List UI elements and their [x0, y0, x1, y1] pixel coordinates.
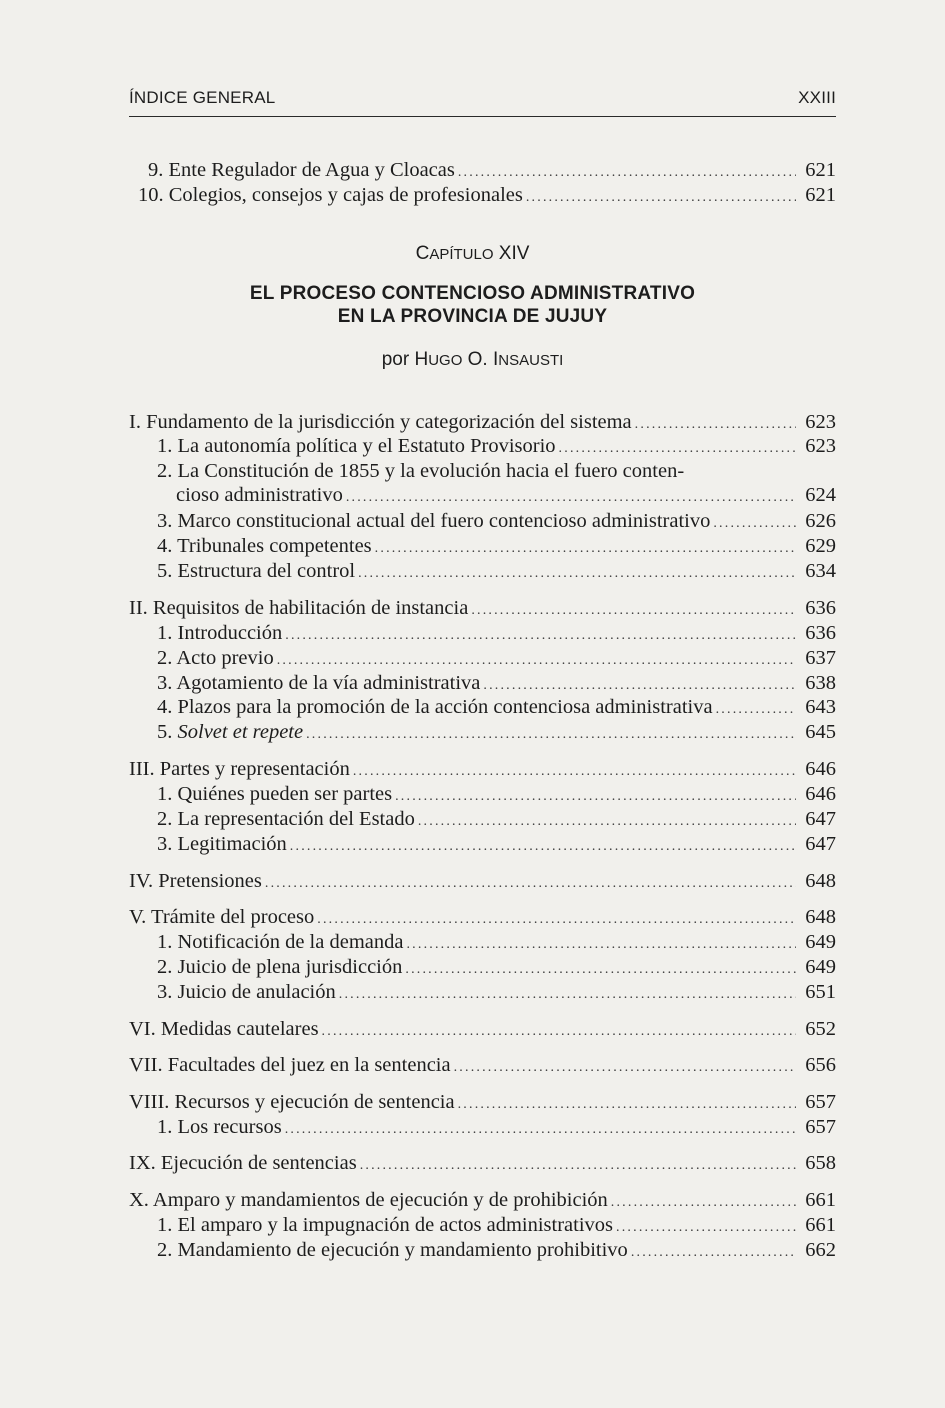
toc-entry: 1. La autonomía política y el Estatuto Provisorio ..... 623 [157, 433, 836, 459]
toc-section: VI. Medidas cautelares ..... 652 [129, 1016, 836, 1042]
toc-entry: 2. Acto previo ..... 637 [157, 645, 836, 671]
toc-entry-page: 623 [805, 411, 836, 433]
toc-entry: 1. Quiénes pueden ser partes ..... 646 [157, 781, 836, 807]
chapter-title-line-1: EL PROCESO CONTENCIOSO ADMINISTRATIVO [249, 283, 696, 304]
toc-entry-page: 621 [805, 159, 836, 181]
toc-entry-label: 9. Ente Regulador de Agua y Cloacas [148, 159, 455, 181]
toc-section: VIII. Recursos y ejecución de sentencia ..... 657 [129, 1089, 836, 1115]
toc-entry: 3. Juicio de anulación ..... 651 [157, 979, 836, 1005]
chapter-title-line-2: EN LA PROVINCIA DE JUJUY [337, 306, 608, 327]
chapter-label: CAPÍTULO XIV [415, 243, 530, 264]
toc-section: II. Requisitos de habilitación de instancia ..... 636 [129, 595, 836, 621]
toc-entry-page: 621 [805, 184, 836, 206]
toc-section: X. Amparo y mandamientos de ejecución y de prohibición ..... 661 [129, 1187, 836, 1213]
toc-entry: 3. Legitimación ..... 647 [157, 831, 836, 857]
page-number: XXIII [798, 88, 836, 107]
toc-section-label: I. Fundamento de la jurisdicción y categorización del sistema [129, 411, 632, 433]
toc-entry [138, 182, 836, 208]
toc-section: V. Trámite del proceso ..... 648 [129, 904, 836, 930]
chapter-number: XIV [498, 243, 530, 264]
running-header [129, 88, 836, 112]
toc-entry: 1. Notificación de la demanda ..... 649 [157, 929, 836, 955]
toc-section [129, 409, 836, 435]
toc-entry: 3. Marco constitucional actual del fuero contencioso administrativo ..... 626 [157, 508, 836, 534]
toc-entry: 5. Solvet et repete ..... 645 [157, 719, 836, 745]
toc-entry: cioso administrativo ..... 624 [176, 482, 836, 508]
dot-leader [285, 1117, 796, 1143]
header-rule [129, 116, 836, 117]
toc-entry: 1. Introducción ..... 636 [157, 620, 836, 646]
toc-entry-label: 10. Colegios, consejos y cajas de profesionales [138, 184, 523, 206]
dot-leader [360, 1153, 796, 1179]
toc-entry: 2. La representación del Estado ..... 647 [157, 806, 836, 832]
dot-leader [454, 1055, 796, 1081]
toc-section: III. Partes y representación ..... 646 [129, 756, 836, 782]
running-header-title: ÍNDICE GENERAL [129, 88, 276, 107]
chapter-author: por HUGO O. INSAUSTI [381, 349, 564, 370]
toc-entry: 2. Mandamiento de ejecución y mandamiento prohibitivo ..... 662 [157, 1237, 836, 1263]
toc-entry: 5. Estructura del control ..... 634 [157, 558, 836, 584]
toc-entry: 4. Tribunales competentes ..... 629 [157, 533, 836, 559]
dot-leader [290, 834, 796, 860]
dot-leader [358, 561, 796, 587]
toc-section: VII. Facultades del juez en la sentencia ..... 656 [129, 1052, 836, 1078]
dot-leader [306, 722, 796, 748]
toc-section: IV. Pretensiones ..... 648 [129, 868, 836, 894]
toc-section: IX. Ejecución de sentencias ..... 658 [129, 1150, 836, 1176]
toc-entry-first-line: 2. La Constitución de 1855 y la evolución hacia el fuero conten- [157, 460, 685, 482]
dot-leader [265, 871, 796, 897]
dot-leader [631, 1240, 796, 1266]
toc-entry: 3. Agotamiento de la vía administrativa ..... 638 [157, 670, 836, 696]
dot-leader [526, 185, 796, 211]
toc-entry: 4. Plazos para la promoción de la acción contenciosa administrativa ..... 643 [157, 694, 836, 720]
dot-leader [322, 1019, 796, 1045]
dot-leader [339, 982, 796, 1008]
toc-entry: 1. Los recursos ..... 657 [157, 1114, 836, 1140]
toc-entry: 2. Juicio de plena jurisdicción ..... 649 [157, 954, 836, 980]
toc-entry: 1. El amparo y la impugnación de actos administrativos ..... 661 [157, 1212, 836, 1238]
toc-entry [148, 157, 836, 183]
